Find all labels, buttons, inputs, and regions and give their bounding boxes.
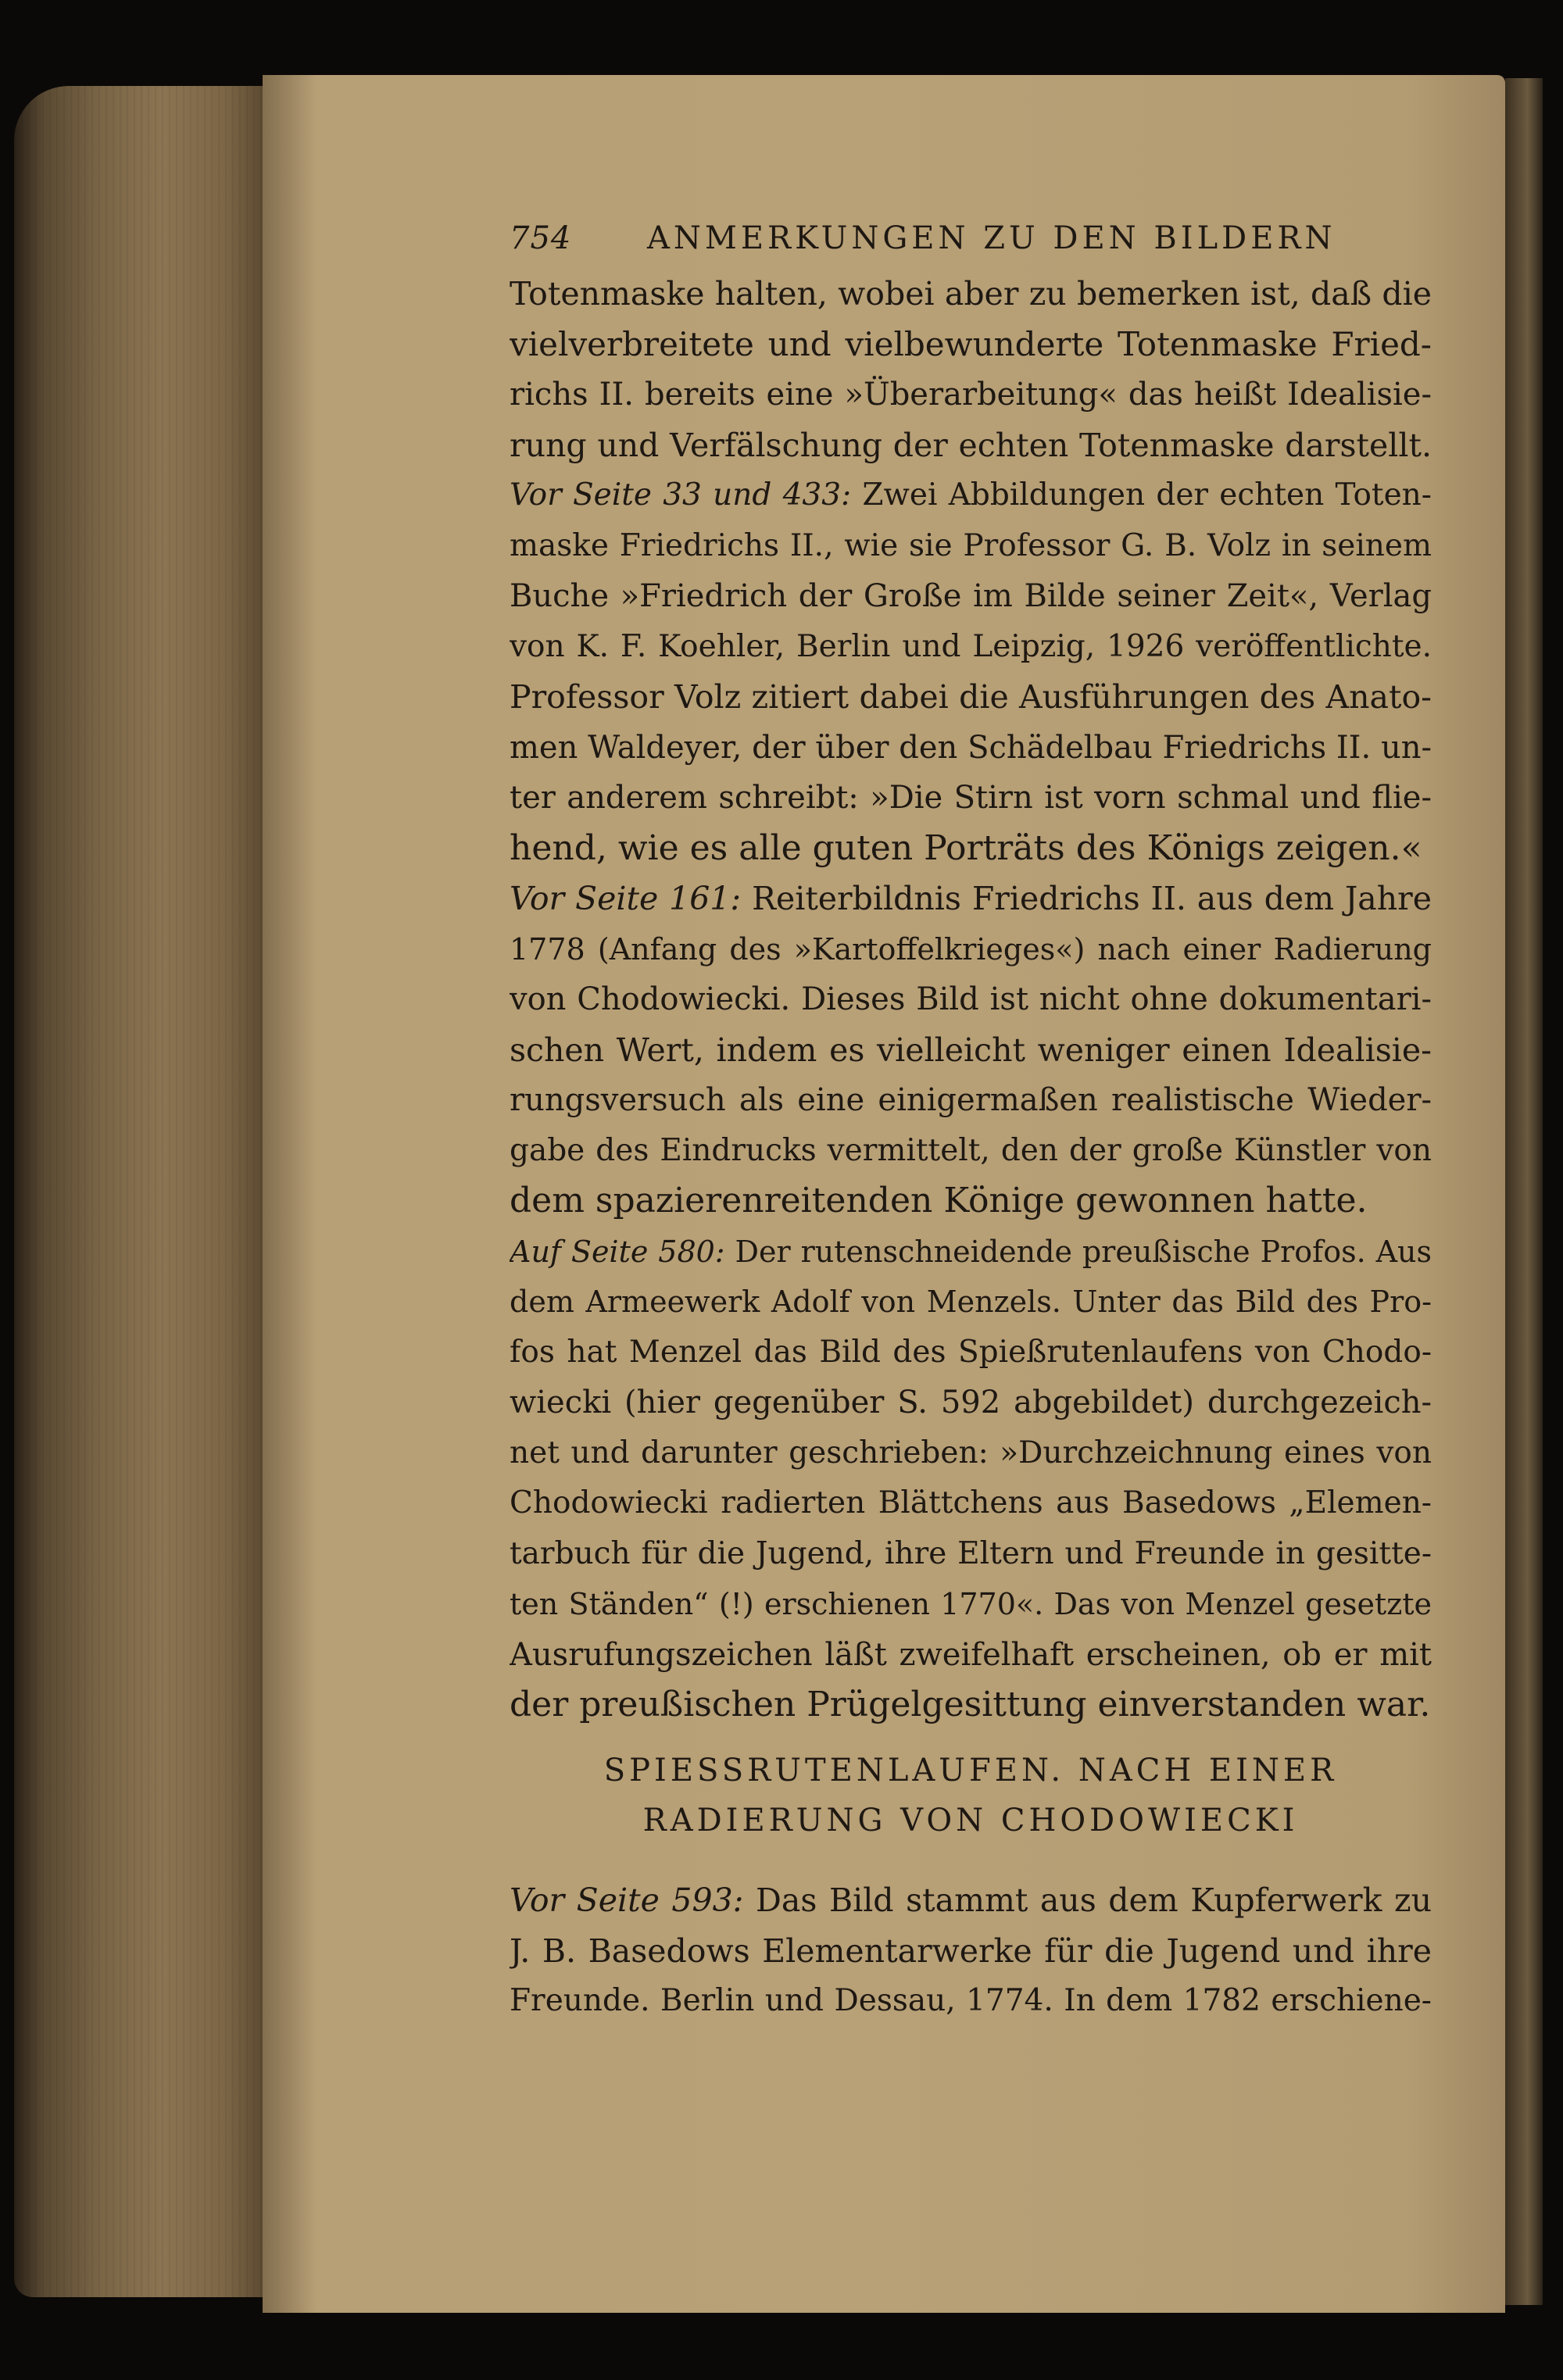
- note-text: Reiterbildnis Friedrichs II. aus dem Jahre: [741, 880, 1432, 917]
- page-edge-texture: [14, 86, 263, 2297]
- text-line: richs II. bereits eine »Überarbeitung« das heißt Idealisie-: [510, 377, 1432, 413]
- text-line: vielverbreitete und vielbewunderte Totenmaske Fried-: [510, 324, 1432, 363]
- note-reference: Auf Seite 580:: [510, 1234, 725, 1269]
- page-number: 754: [510, 220, 572, 256]
- text-line: Chodowiecki radierten Blättchens aus Basedows „Elemen-: [510, 1485, 1432, 1521]
- text-line: maske Friedrichs II., wie sie Professor G. B. Volz in seinem: [510, 527, 1432, 563]
- note-text: Der rutenschneidende preußische Profos. Aus: [724, 1234, 1432, 1269]
- text-line: Buche »Friedrich der Große im Bilde seiner Zeit«, Verlag: [510, 578, 1432, 614]
- note-reference: Vor Seite 161:: [510, 880, 742, 917]
- note-first-line: [510, 1875, 1432, 1926]
- text-line: tarbuch für die Jugend, ihre Eltern und Freunde in gesitte-: [510, 1535, 1432, 1571]
- text-line: Freunde. Berlin und Dessau, 1774. In dem 1782 erschiene-: [510, 1983, 1432, 2018]
- caption-line: RADIERUNG VON CHODOWIECKI: [642, 1803, 1299, 1839]
- text-line: men Waldeyer, der über den Schädelbau Friedrichs II. un-: [510, 729, 1432, 766]
- text-line: net und darunter geschrieben: »Durchzeichnung eines von: [510, 1435, 1432, 1471]
- note-first-line: [510, 470, 1432, 521]
- text-line: hend, wie es alle guten Porträts des Königs zeigen.«: [510, 827, 1422, 868]
- text-line: rungsversuch als eine einigermaßen realistische Wieder-: [510, 1082, 1432, 1118]
- note-first-line: [510, 1227, 1432, 1278]
- text-line: Professor Volz zitiert dabei die Ausführungen des Anato-: [510, 678, 1432, 716]
- text-line: wiecki (hier gegenüber S. 592 abgebildet) durchgezeich-: [510, 1385, 1432, 1420]
- note-text: Zwei Abbildungen der echten Toten-: [851, 477, 1432, 513]
- body-text: [510, 269, 1432, 1731]
- text-line: schen Wert, indem es vielleicht weniger einen Idealisie-: [510, 1031, 1432, 1069]
- text-line: Totenmaske halten, wobei aber zu bemerken ist, daß die: [510, 275, 1432, 313]
- text-line: rung und Verfälschung der echten Totenmaske darstellt.: [510, 426, 1432, 464]
- note-reference: Vor Seite 33 und 433:: [510, 477, 852, 513]
- text-line: 1778 (Anfang des »Kartoffelkrieges«) nach einer Radierung: [510, 931, 1432, 967]
- text-line: dem spazierenreitenden Könige gewonnen hatte.: [510, 1181, 1368, 1220]
- final-note: [510, 1875, 1432, 2027]
- note-reference: Vor Seite 593:: [510, 1881, 744, 1919]
- adjacent-page-edge: [1505, 78, 1543, 2305]
- text-line: J. B. Basedows Elementarwerke für die Jugend und ihre: [510, 1932, 1432, 1970]
- running-header: [510, 220, 1432, 267]
- text-line: der preußischen Prügelgesittung einverstanden war.: [510, 1685, 1431, 1724]
- note-first-line: [510, 874, 1432, 924]
- text-line: dem Armeewerk Adolf von Menzels. Unter das Bild des Pro-: [510, 1285, 1432, 1319]
- book-page-edges: [14, 86, 263, 2297]
- text-line: von K. F. Koehler, Berlin und Leipzig, 1926 veröffentlichte.: [510, 628, 1432, 664]
- plate-caption: [510, 1746, 1432, 1846]
- gutter-shadow: [263, 75, 317, 2313]
- text-line: Ausrufungszeichen läßt zweifelhaft erscheinen, ob er mit: [510, 1636, 1432, 1673]
- caption-line: SPIESSRUTENLAUFEN. NACH EINER: [603, 1753, 1338, 1789]
- text-line: gabe des Eindrucks vermittelt, den der große Künstler von: [510, 1132, 1432, 1168]
- text-line: ten Ständen“ (!) erschienen 1770«. Das von Menzel gesetzte: [510, 1587, 1432, 1621]
- text-line: von Chodowiecki. Dieses Bild ist nicht ohne dokumentari-: [510, 981, 1432, 1017]
- running-head-title: ANMERKUNGEN ZU DEN BILDERN: [647, 220, 1336, 256]
- text-line: ter anderem schreibt: »Die Stirn ist vorn schmal und flie-: [510, 780, 1432, 816]
- text-line: fos hat Menzel das Bild des Spießrutenlaufens von Chodo-: [510, 1334, 1432, 1370]
- note-text: Das Bild stammt aus dem Kupferwerk zu: [743, 1881, 1432, 1919]
